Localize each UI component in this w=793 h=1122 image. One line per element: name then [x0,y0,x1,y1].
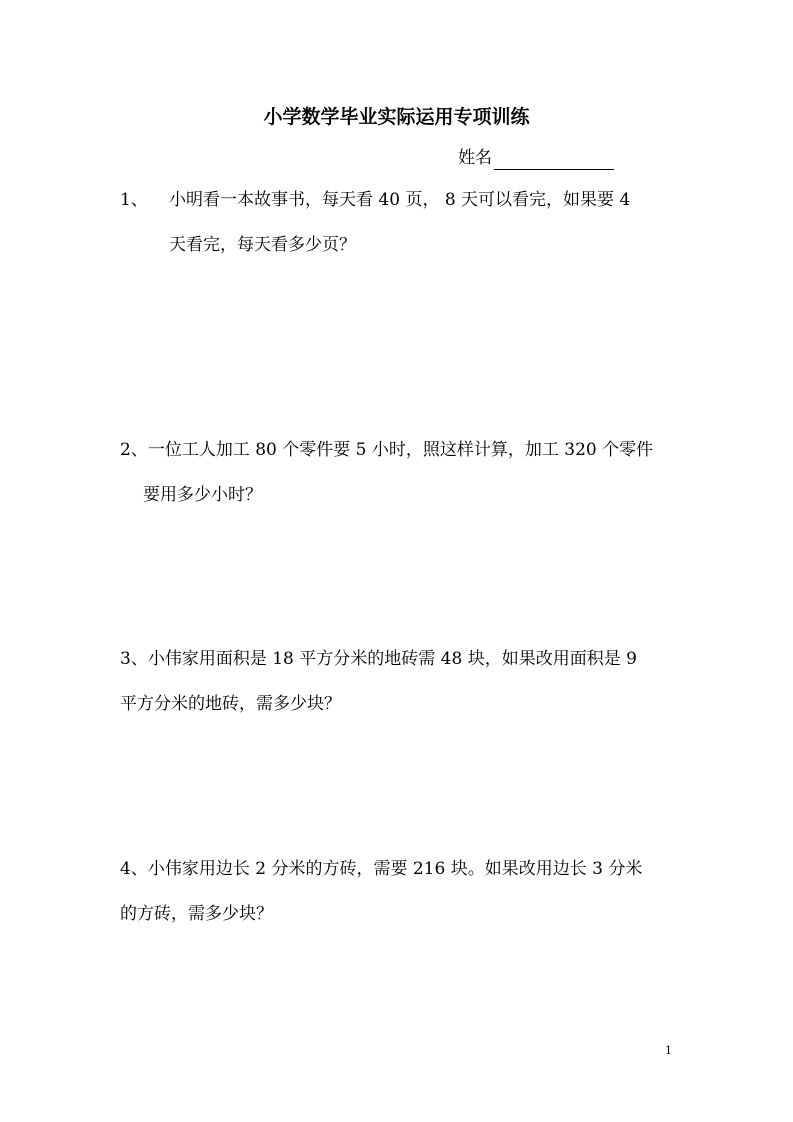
question-1-line-1: 小明看一本故事书，每天看 40 页， 8 天可以看完，如果要 4 [169,190,631,210]
question-3-line-2: 平方分米的地砖，需多少块？ [120,694,341,714]
name-label: 姓名 [458,148,492,168]
question-3-line-1: 3、小伟家用面积是 18 平方分米的地砖需 48 块，如果改用面积是 9 [120,649,637,669]
page-title: 小学数学毕业实际运用专项训练 [263,106,530,128]
question-4-line-1: 4、小伟家用边长 2 分米的方砖，需要 216 块。如果改用边长 3 分米 [120,859,643,879]
question-2-line-1: 2、一位工人加工 80 个零件要 5 小时，照这样计算，加工 320 个零件 [120,440,654,460]
question-4-line-2: 的方砖，需多少块？ [120,904,273,924]
name-blank-line[interactable] [494,149,614,170]
question-1-line-2: 天看完，每天看多少页？ [169,235,356,255]
page-number: 1 [665,1044,672,1057]
question-1-number: 1、 [120,190,148,210]
name-field [458,146,614,170]
question-2-line-2: 要用多少小时？ [143,485,262,505]
